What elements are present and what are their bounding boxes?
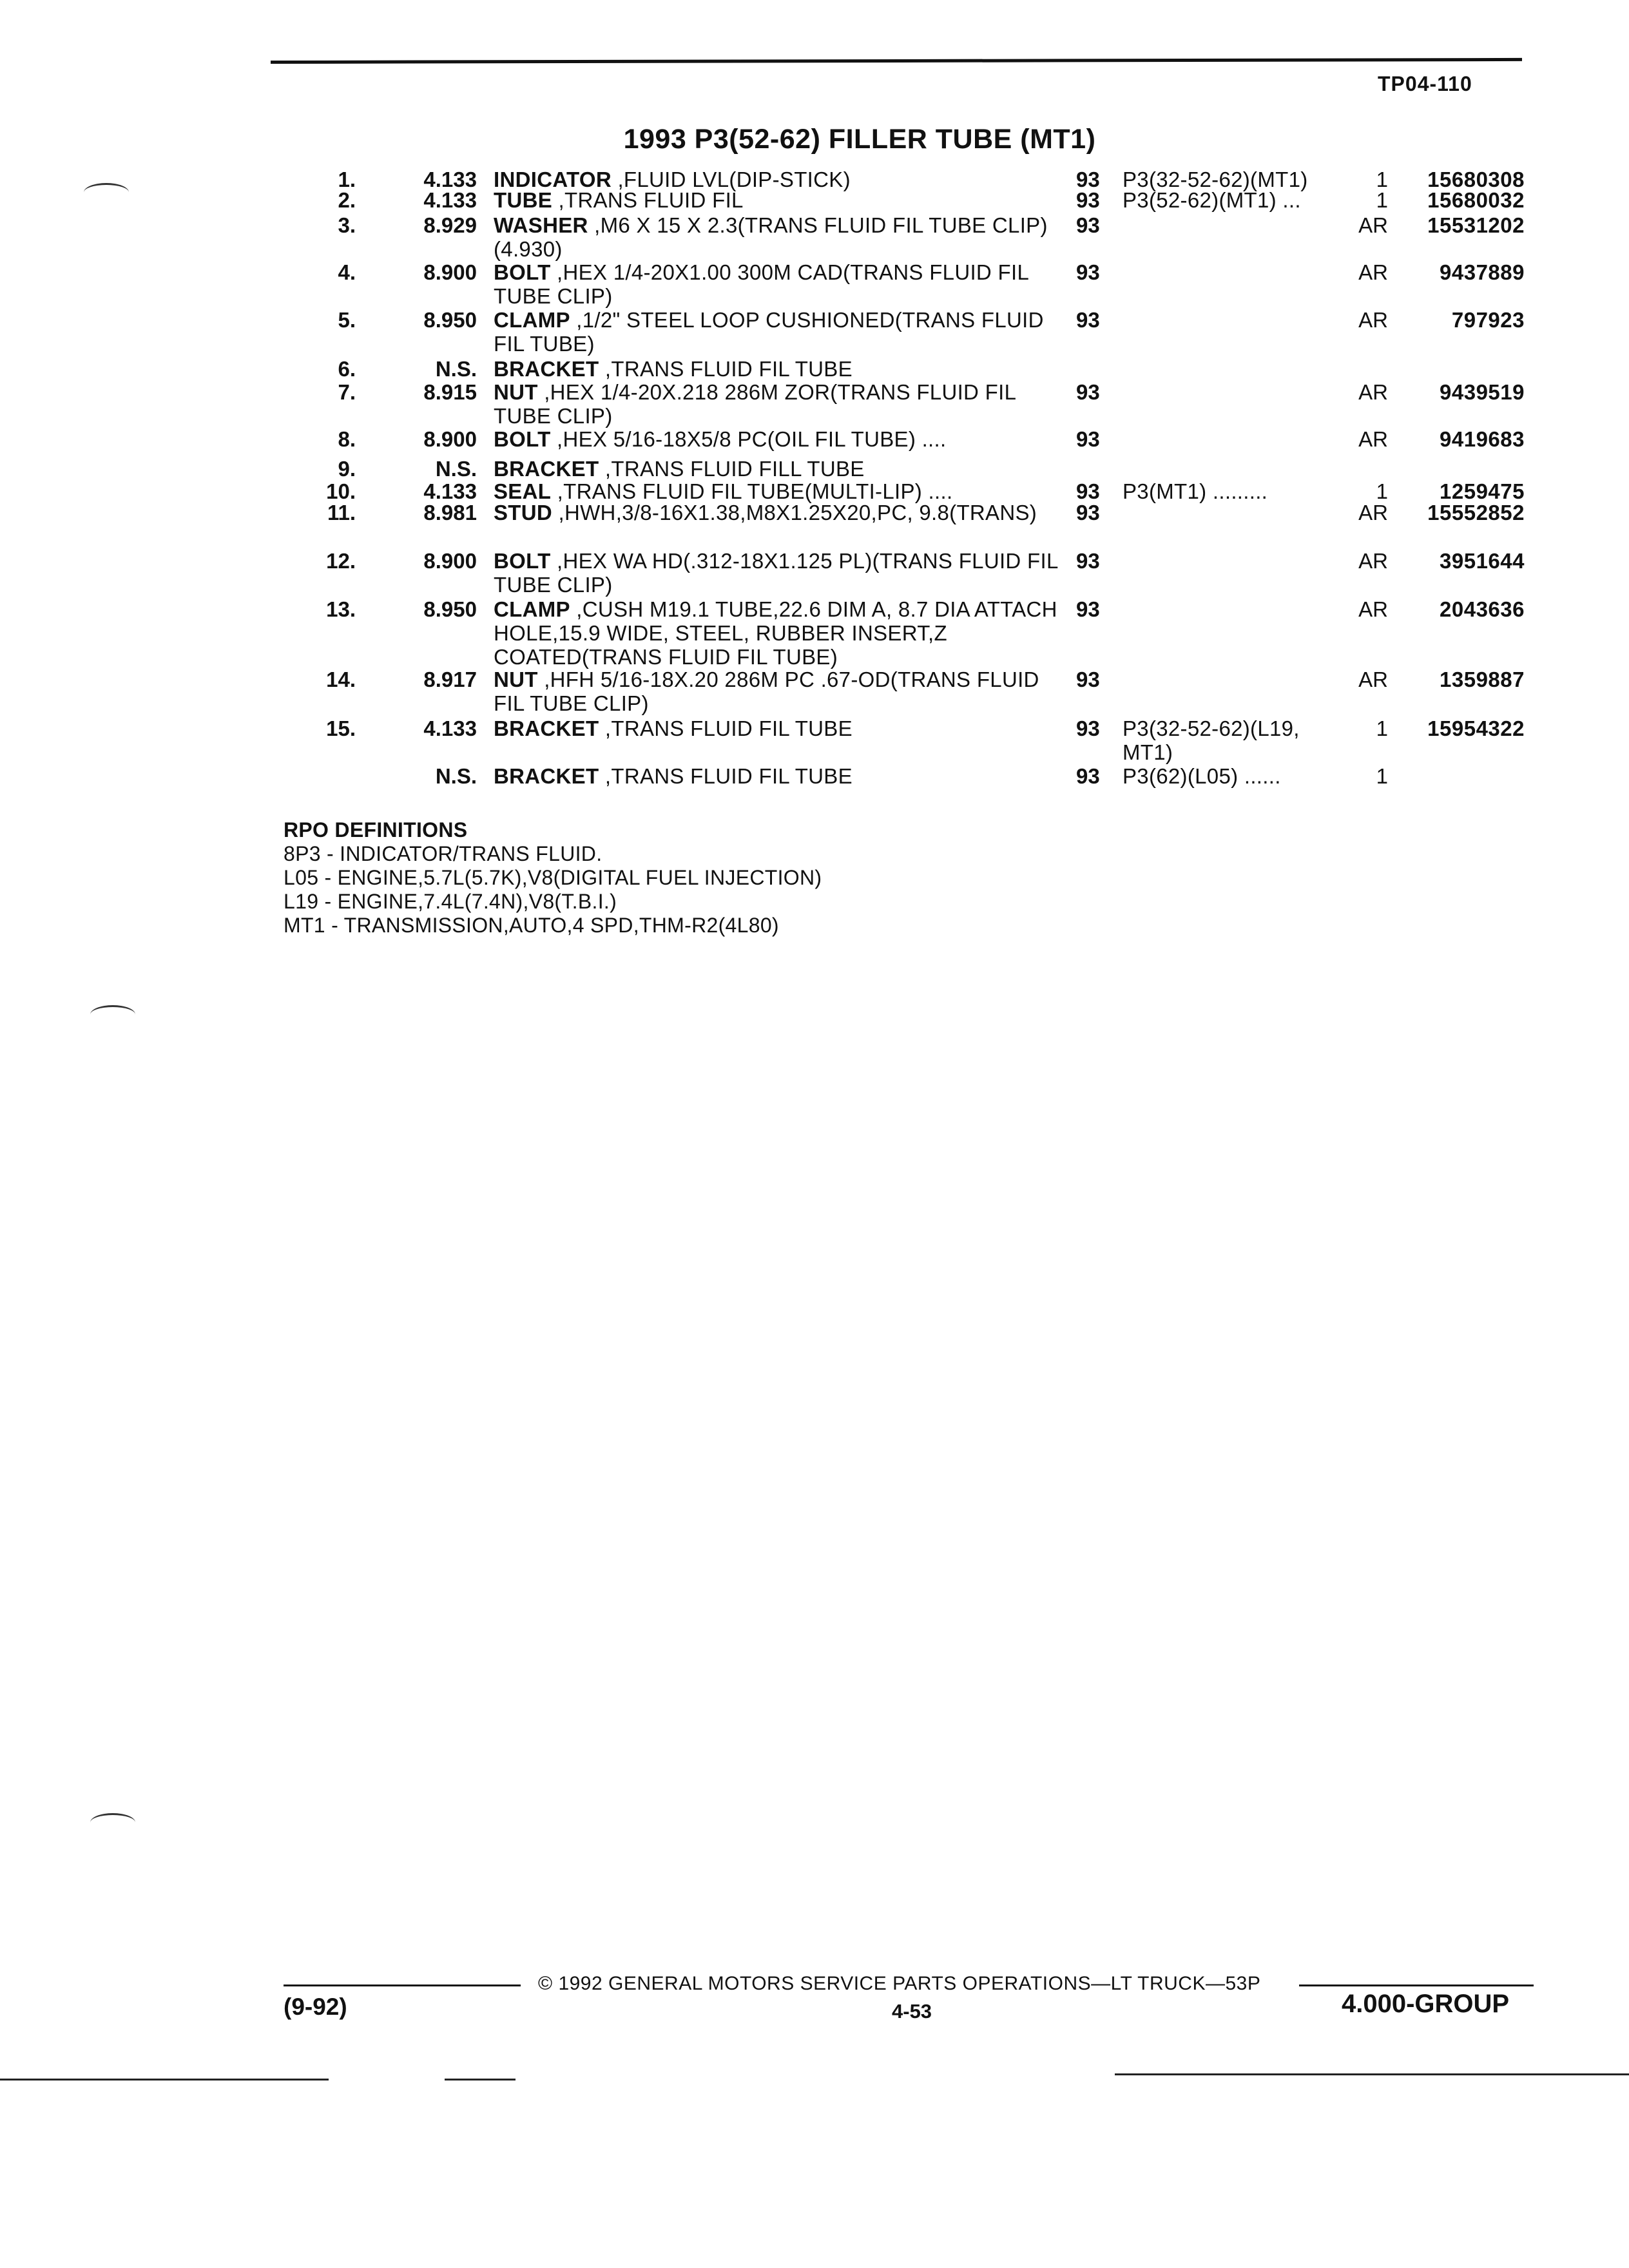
part-number: 15531202 xyxy=(1427,213,1525,237)
rpo-definitions xyxy=(284,818,822,937)
part-detail: ,CUSH M19.1 TUBE,22.6 DIM A, 8.7 DIA ATTACH HOLE,15.9 WIDE, STEEL, RUBBER INSERT,Z COATED(TRANS FLUID FIL TUBE) xyxy=(494,597,1057,669)
usage-code: P3(MT1) ......... xyxy=(1123,479,1268,503)
part-description xyxy=(494,479,1061,503)
binder-hole-mark xyxy=(84,183,129,202)
bottom-rule-3 xyxy=(1115,2073,1629,2075)
quantity: 1 xyxy=(1376,764,1388,788)
item-number: 12. xyxy=(326,549,356,573)
rpo-line: 8P3 - INDICATOR/TRANS FLUID. xyxy=(284,842,602,865)
model-year: 93 xyxy=(1076,308,1100,332)
footer-rule-left xyxy=(284,1984,521,1986)
part-name: CLAMP xyxy=(494,308,570,332)
quantity: 1 xyxy=(1376,188,1388,212)
part-detail: ,TRANS FLUID FIL xyxy=(552,188,744,212)
group-number: 8.950 xyxy=(423,597,477,621)
part-name: WASHER xyxy=(494,213,588,237)
item-number: 8. xyxy=(338,427,356,451)
part-detail: ,HWH,3/8-16X1.38,M8X1.25X20,PC, 9.8(TRANS) xyxy=(552,501,1037,524)
part-name: BRACKET xyxy=(494,716,599,740)
group-number: 8.981 xyxy=(423,501,477,524)
part-name: STUD xyxy=(494,501,553,524)
part-description xyxy=(494,427,1061,451)
part-number: 1359887 xyxy=(1440,668,1525,691)
quantity: AR xyxy=(1358,501,1388,524)
rpo-line: L05 - ENGINE,5.7L(5.7K),V8(DIGITAL FUEL INJECTION) xyxy=(284,866,822,889)
rpo-line: MT1 - TRANSMISSION,AUTO,4 SPD,THM-R2(4L80) xyxy=(284,914,779,937)
model-year: 93 xyxy=(1076,764,1100,788)
part-description xyxy=(494,380,1061,428)
group-number: 8.900 xyxy=(423,549,477,573)
model-year: 93 xyxy=(1076,668,1100,691)
part-name: BOLT xyxy=(494,260,551,284)
binder-hole-mark xyxy=(90,1005,135,1024)
part-number: 15954322 xyxy=(1427,716,1525,740)
bottom-rule-1 xyxy=(0,2079,329,2081)
model-year: 93 xyxy=(1076,501,1100,524)
revision-date: (9-92) xyxy=(284,1994,347,2020)
part-detail: ,HEX 1/4-20X1.00 300M CAD(TRANS FLUID FIL TUBE CLIP) xyxy=(494,260,1028,308)
part-detail: ,1/2" STEEL LOOP CUSHIONED(TRANS FLUID FIL TUBE) xyxy=(494,308,1044,356)
item-number: 7. xyxy=(338,380,356,404)
part-description xyxy=(494,357,1061,381)
item-number: 11. xyxy=(327,501,356,524)
bottom-rule-2 xyxy=(445,2079,516,2081)
part-number: 797923 xyxy=(1451,308,1525,332)
usage-code: P3(52-62)(MT1) ... xyxy=(1123,188,1301,212)
group-number: 4.133 xyxy=(423,479,477,503)
part-name: NUT xyxy=(494,668,538,691)
part-name: BOLT xyxy=(494,549,551,573)
part-name: TUBE xyxy=(494,188,553,212)
group-number: 8.929 xyxy=(423,213,477,237)
quantity: 1 xyxy=(1376,168,1388,191)
group-number: 8.917 xyxy=(423,668,477,691)
item-number: 3. xyxy=(338,213,356,237)
model-year: 93 xyxy=(1076,427,1100,451)
part-detail: ,HEX 1/4-20X.218 286M ZOR(TRANS FLUID FIL TUBE CLIP) xyxy=(494,380,1016,428)
page-number: 4-53 xyxy=(892,2000,932,2023)
quantity: AR xyxy=(1358,308,1388,332)
quantity: AR xyxy=(1358,380,1388,404)
part-number: 1259475 xyxy=(1440,479,1525,503)
page-title: 1993 P3(52-62) FILLER TUBE (MT1) xyxy=(623,124,1096,155)
group-number: N.S. xyxy=(435,357,477,381)
part-number: 9437889 xyxy=(1440,260,1525,284)
item-number: 5. xyxy=(338,308,356,332)
item-number: 10. xyxy=(326,479,356,503)
quantity: AR xyxy=(1358,260,1388,284)
group-number: N.S. xyxy=(435,457,477,481)
part-number: 15552852 xyxy=(1427,501,1525,524)
part-number: 9419683 xyxy=(1440,427,1525,451)
part-name: BOLT xyxy=(494,427,551,451)
quantity: 1 xyxy=(1376,479,1388,503)
model-year: 93 xyxy=(1076,597,1100,621)
model-year: 93 xyxy=(1076,260,1100,284)
footer-rule-right xyxy=(1299,1984,1534,1986)
part-detail: ,HFH 5/16-18X.20 286M PC .67-OD(TRANS FLUID FIL TUBE CLIP) xyxy=(494,668,1039,715)
group-number: 4.133 xyxy=(423,716,477,740)
quantity: AR xyxy=(1358,213,1388,237)
model-year: 93 xyxy=(1076,479,1100,503)
usage-code: P3(62)(L05) ...... xyxy=(1123,764,1281,788)
item-number: 9. xyxy=(338,457,356,481)
part-name: BRACKET xyxy=(494,457,599,481)
part-description xyxy=(494,597,1061,669)
part-number: 9439519 xyxy=(1440,380,1525,404)
binder-hole-mark xyxy=(90,1813,135,1832)
part-number: 15680032 xyxy=(1427,188,1525,212)
model-year: 93 xyxy=(1076,188,1100,212)
item-number: 4. xyxy=(338,260,356,284)
item-number: 2. xyxy=(338,188,356,212)
part-name: CLAMP xyxy=(494,597,570,621)
group-number: 4.133 xyxy=(423,188,477,212)
item-number: 15. xyxy=(326,716,356,740)
part-description xyxy=(494,764,1061,788)
part-number: 15680308 xyxy=(1427,168,1525,191)
group-number: N.S. xyxy=(435,764,477,788)
model-year: 93 xyxy=(1076,549,1100,573)
quantity: AR xyxy=(1358,668,1388,691)
model-year: 93 xyxy=(1076,168,1100,191)
usage-code: P3(32-52-62)(MT1) xyxy=(1123,168,1308,191)
part-detail: ,HEX 5/16-18X5/8 PC(OIL FIL TUBE) .... xyxy=(550,427,947,451)
item-number: 13. xyxy=(326,597,356,621)
quantity: AR xyxy=(1358,549,1388,573)
part-detail: ,TRANS FLUID FIL TUBE xyxy=(599,764,853,788)
part-detail: ,M6 X 15 X 2.3(TRANS FLUID FIL TUBE CLIP)(4.930) xyxy=(494,213,1048,261)
part-name: BRACKET xyxy=(494,357,599,381)
quantity: AR xyxy=(1358,427,1388,451)
part-description xyxy=(494,668,1061,715)
copyright: © 1992 GENERAL MOTORS SERVICE PARTS OPERATIONS—LT TRUCK—53P xyxy=(538,1973,1261,1994)
group-number: 8.900 xyxy=(423,260,477,284)
rpo-heading: RPO DEFINITIONS xyxy=(284,818,468,841)
model-year: 93 xyxy=(1076,213,1100,237)
part-description xyxy=(494,716,1061,740)
part-detail: ,HEX WA HD(.312-18X1.125 PL)(TRANS FLUID FIL TUBE CLIP) xyxy=(494,549,1058,597)
quantity: 1 xyxy=(1376,716,1388,740)
part-description xyxy=(494,549,1061,597)
part-number: 2043636 xyxy=(1440,597,1525,621)
part-description xyxy=(494,308,1061,356)
rpo-line: L19 - ENGINE,7.4L(7.4N),V8(T.B.I.) xyxy=(284,890,617,913)
part-description xyxy=(494,188,1061,212)
part-description xyxy=(494,260,1061,308)
item-number: 6. xyxy=(338,357,356,381)
group-label: 4.000-GROUP xyxy=(1342,1990,1510,2018)
group-number: 8.950 xyxy=(423,308,477,332)
part-detail: ,FLUID LVL(DIP-STICK) xyxy=(611,168,851,191)
part-detail: ,TRANS FLUID FILL TUBE xyxy=(599,457,865,481)
model-year: 93 xyxy=(1076,380,1100,404)
group-number: 8.915 xyxy=(423,380,477,404)
part-description xyxy=(494,501,1061,524)
item-number: 1. xyxy=(338,168,356,191)
part-description xyxy=(494,457,1061,481)
part-detail: ,TRANS FLUID FIL TUBE(MULTI-LIP) .... xyxy=(551,479,953,503)
group-number: 4.133 xyxy=(423,168,477,191)
quantity: AR xyxy=(1358,597,1388,621)
part-number: 3951644 xyxy=(1440,549,1525,573)
item-number: 14. xyxy=(326,668,356,691)
group-number: 8.900 xyxy=(423,427,477,451)
part-name: INDICATOR xyxy=(494,168,612,191)
part-description xyxy=(494,213,1061,261)
part-detail: ,TRANS FLUID FIL TUBE xyxy=(599,716,853,740)
part-name: SEAL xyxy=(494,479,552,503)
model-year: 93 xyxy=(1076,716,1100,740)
part-detail: ,TRANS FLUID FIL TUBE xyxy=(599,357,853,381)
usage-code: P3(32-52-62)(L19, MT1) xyxy=(1123,716,1300,764)
header-rule xyxy=(271,58,1522,64)
page-code: TP04-110 xyxy=(1378,72,1472,95)
part-name: BRACKET xyxy=(494,764,599,788)
part-name: NUT xyxy=(494,380,538,404)
